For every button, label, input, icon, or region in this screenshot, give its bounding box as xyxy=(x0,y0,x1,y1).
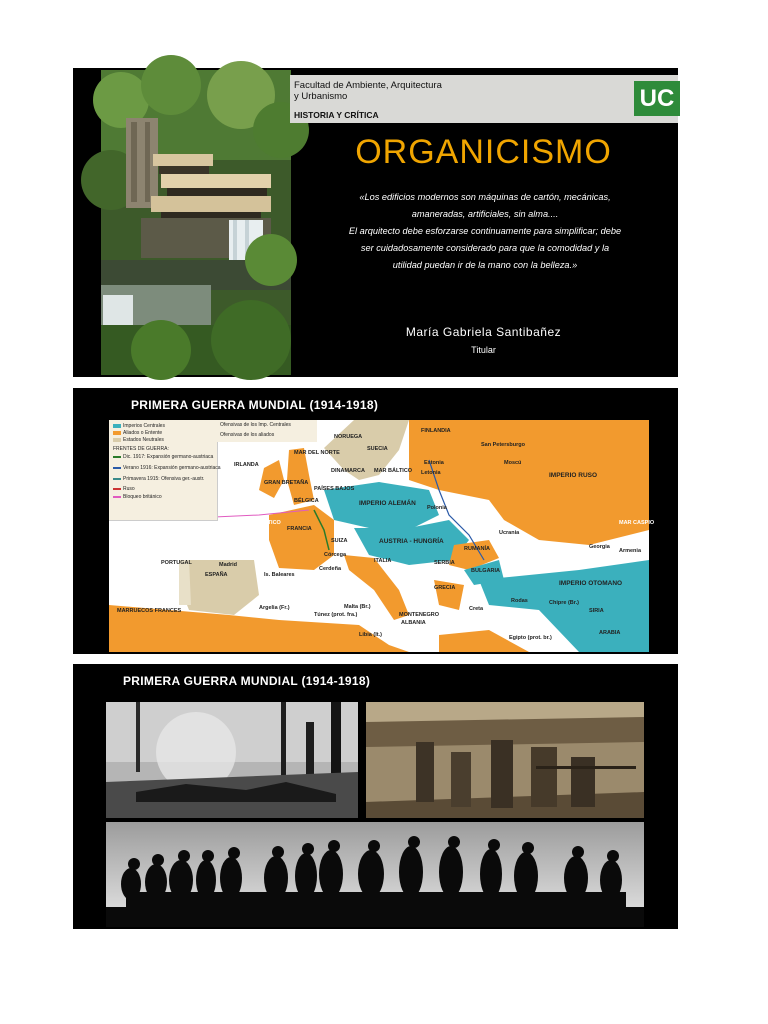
slide-title: PRIMERA GUERRA MUNDIAL (1914-1918) xyxy=(131,398,379,412)
map-label: ESPAÑA xyxy=(205,572,228,578)
map-label: OCÉANO ATLÁNTICO xyxy=(224,520,281,526)
uc-logo-box xyxy=(630,75,678,123)
slide-map-ww1 xyxy=(73,388,678,654)
slide-organicismo xyxy=(73,68,678,377)
slide-title: ORGANICISMO xyxy=(355,133,612,171)
map-label: Cerdeña xyxy=(319,566,342,572)
legend-item: Bloqueo británico xyxy=(113,494,162,500)
author-name: María Gabriela Santibañez xyxy=(405,325,562,339)
map-label: Córcega xyxy=(324,552,347,558)
map-label: Libia (It.) xyxy=(359,632,382,638)
map-label: Georgia xyxy=(589,544,610,550)
map-label: San Petersburgo xyxy=(481,442,526,448)
map-label: Is. Baleares xyxy=(264,572,295,578)
quote xyxy=(295,189,675,274)
map-label: FINLANDIA xyxy=(421,428,451,434)
legend-item: Verano 1916: Expansión germano-austriaca xyxy=(113,465,221,471)
map-label: BULGARIA xyxy=(471,568,501,574)
map-label: FRANCIA xyxy=(287,526,312,532)
map-label: SUECIA xyxy=(367,446,388,452)
trench-soldiers-photo xyxy=(366,702,644,818)
quote-line: «Los edificios modernos son máquinas de cartón, mecánicas, xyxy=(359,192,611,202)
faculty-name: Facultad de Ambiente, Arquitectura y Urbanismo xyxy=(294,80,442,102)
map-label: Ucrania xyxy=(499,530,520,536)
map-label: GRAN BRETAÑA xyxy=(264,480,309,486)
map-label: ITALIA xyxy=(374,558,392,564)
quote-line: utilidad puedan ir de la mano con la belleza.» xyxy=(392,260,578,270)
map-legend xyxy=(109,420,221,521)
map-label: IMPERIO OTOMANO xyxy=(559,580,623,587)
map-label: PAÍSES BAJOS xyxy=(314,486,355,492)
map-label: RUMANÍA xyxy=(464,546,490,552)
faculty-header xyxy=(290,75,630,123)
map-label: Rodas xyxy=(511,598,528,604)
legend-item: Aliados o Entente xyxy=(113,430,162,436)
battlefield-soldiers-photo xyxy=(106,702,358,818)
map-label: IMPERIO RUSO xyxy=(549,472,598,479)
map-label: PORTUGAL xyxy=(161,560,192,566)
map-label: AUSTRIA - HUNGRÍA xyxy=(379,538,444,545)
map-label: DINAMARCA xyxy=(331,468,365,474)
map-label: MAR DEL NORTE xyxy=(294,450,340,456)
uc-logo: UC xyxy=(634,81,680,116)
legend-item: Imperios Centrales xyxy=(113,423,165,429)
map-label: MAR CASPIO xyxy=(619,520,655,526)
map-label: SERBIA xyxy=(434,560,455,566)
map-label: Polonia xyxy=(427,505,447,511)
map-label: Madrid xyxy=(219,562,238,568)
map-label: IMPERIO ALEMÁN xyxy=(359,500,416,507)
map-label: MONTENEGRO xyxy=(399,612,440,618)
map-label: ARABIA xyxy=(599,630,621,636)
map-legend-offensives xyxy=(217,420,317,442)
slide-title: PRIMERA GUERRA MUNDIAL (1914-1918) xyxy=(123,674,371,688)
author-role: Titular xyxy=(471,345,496,355)
map-label: IRLANDA xyxy=(234,462,259,468)
map-label: MAR BÁLTICO xyxy=(374,468,413,474)
map-label: SIRIA xyxy=(589,608,604,614)
map-label: MAR NEGRO xyxy=(529,552,564,558)
legend-item: Estados Neutrales xyxy=(113,437,164,443)
legend-item: Ofensivas de los aliados xyxy=(220,432,275,438)
map-label: Letonia xyxy=(421,470,441,476)
map-label: Estonia xyxy=(424,460,444,466)
map-label: Egipto (prot. br.) xyxy=(509,635,552,641)
quote-line: ser cuidadosamente considerado para que la comodidad y la xyxy=(360,243,610,253)
europe-ww1-map xyxy=(109,420,655,652)
legend-item: Primavera 1915: Ofensiva ger.-austr. xyxy=(113,476,204,482)
map-label: BÉLGICA xyxy=(294,498,319,504)
map-label: Creta xyxy=(469,606,484,612)
map-label: Armenia xyxy=(619,548,642,554)
map-label: ALBANIA xyxy=(401,620,426,626)
map-label: MAR MEDITERRÁNEO xyxy=(484,616,543,622)
legend-item: Ofensivas de los Imp. Centrales xyxy=(220,422,291,428)
quote-line: El arquitecto debe esforzarse continuamente para simplificar; debe xyxy=(348,226,622,236)
quote-line: amaneradas, artificiales, sin alma.... xyxy=(411,209,559,219)
map-label: Chipre (Br.) xyxy=(549,600,579,606)
map-label: MARRUECOS FRANCES xyxy=(117,608,182,614)
map-label: Moscú xyxy=(504,460,522,466)
fallingwater-house-photo xyxy=(101,70,291,375)
slide-ww1-photos xyxy=(73,664,678,929)
legend-item: Ruso xyxy=(113,486,135,492)
map-label: SUIZA xyxy=(331,538,348,544)
map-label: Argelia (Fr.) xyxy=(259,605,290,611)
legend-item: Dic. 1917: Expansión germano-austriaca xyxy=(113,454,213,460)
map-label: Malta (Br.) xyxy=(344,604,371,610)
course-name: HISTORIA Y CRÍTICA xyxy=(294,110,379,120)
map-label: NORUEGA xyxy=(334,434,363,440)
us-participation-badge: Participación de EEUU (6.4.1917 a 11.11.1918) xyxy=(113,560,151,575)
map-label: Túnez (prot. fra.) xyxy=(314,612,358,618)
legend-heading: FRENTES DE GUERRA: xyxy=(113,446,169,452)
map-label: GRECIA xyxy=(434,585,456,591)
soldier-silhouettes-photo xyxy=(106,822,644,927)
